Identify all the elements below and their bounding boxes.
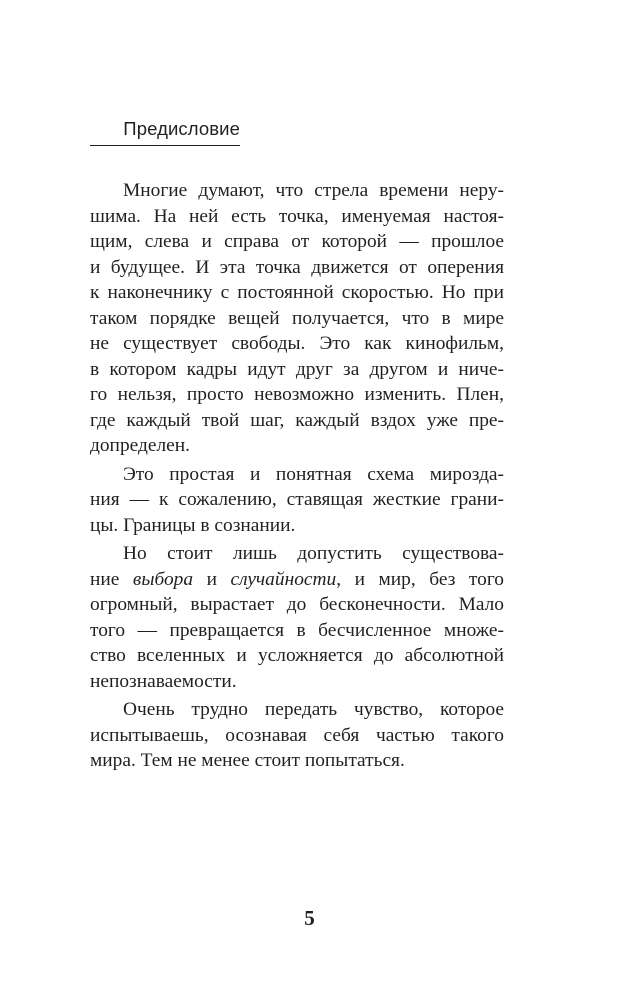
text-segment: ние <box>90 568 133 590</box>
chapter-heading-block <box>90 118 240 146</box>
text-line: в котором кадры идут друг за другом и ниче- <box>90 358 504 380</box>
text-line: Но стоит лишь допустить существова- <box>123 543 504 564</box>
text-line: непознаваемости. <box>90 670 237 692</box>
text-line-with-emphasis <box>90 567 504 593</box>
text-line: огромный, вырастает до бесконечности. Мало <box>90 594 504 615</box>
paragraph-2 <box>90 462 504 539</box>
text-line: Многие думают, что стрела времени неру- <box>123 180 504 201</box>
text-line: шима. На ней есть точка, именуемая настоя- <box>90 205 504 227</box>
paragraph-4 <box>90 697 504 774</box>
text-line: таком порядке вещей получается, что в мире <box>90 307 504 329</box>
text-line: ство вселенных и усложняется до абсолютной <box>90 645 504 666</box>
text-line: допределен. <box>90 435 190 456</box>
chapter-heading: Предисловие <box>123 118 240 139</box>
paragraph-3 <box>90 541 504 694</box>
text-line: ния — к сожалению, ставящая жесткие грани- <box>90 489 504 510</box>
emphasis-chance: случайности <box>230 568 337 590</box>
text-line: щим, слева и справа от которой — прошлое <box>90 231 504 252</box>
text-line: и будущее. И эта точка движется от оперения <box>90 256 504 278</box>
text-line: Очень трудно передать чувство, которое <box>123 699 504 720</box>
text-line: Это простая и понятная схема мирозда- <box>123 463 504 485</box>
text-line: цы. Границы в сознании. <box>90 514 296 536</box>
text-line: того — превращается в бесчисленное множе- <box>90 619 504 641</box>
text-line: испытываешь, осознавая себя частью такого <box>90 724 504 746</box>
emphasis-choice: выбора <box>132 568 194 590</box>
body-text <box>90 178 504 774</box>
page-number: 5 <box>304 906 315 930</box>
text-line: к наконечнику с постоянной скоростью. Но при <box>90 282 504 303</box>
text-segment: и <box>193 568 231 590</box>
paragraph-1 <box>90 178 504 459</box>
text-line: мира. Тем не менее стоит попытаться. <box>90 750 405 771</box>
text-segment: , и мир, без того <box>336 568 504 590</box>
text-line: не существует свободы. Это как кинофильм, <box>90 333 504 354</box>
text-line: го нельзя, просто невозможно изменить. Плен, <box>90 384 504 405</box>
text-line: где каждый твой шаг, каждый вздох уже пре- <box>90 409 504 431</box>
